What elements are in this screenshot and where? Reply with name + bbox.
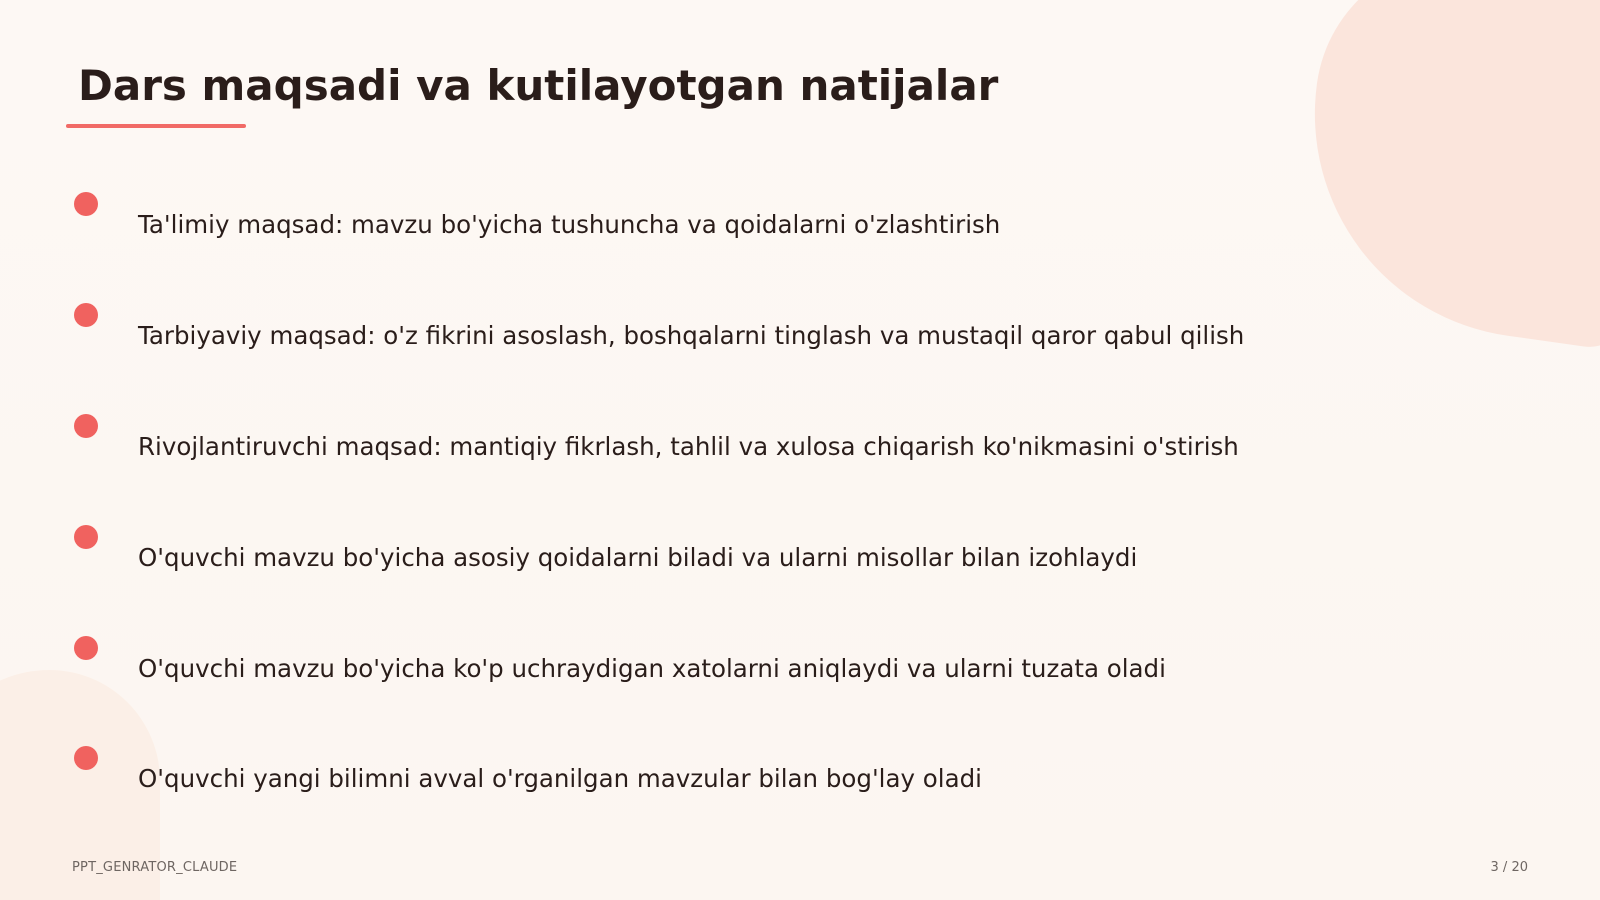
footer-source-label: PPT_GENRATOR_CLAUDE	[72, 860, 238, 875]
bullet-dot-icon	[74, 303, 98, 327]
bullet-dot-icon	[74, 414, 98, 438]
bullet-dot-icon	[74, 746, 98, 770]
list-item-text: O'quvchi mavzu bo'yicha ko'p uchraydigan xatolarni aniqlaydi va ularni tuzata oladi	[138, 654, 1166, 683]
list-item	[74, 636, 1374, 696]
list-item-text: O'quvchi mavzu bo'yicha asosiy qoidalarni biladi va ularni misollar bilan izohlaydi	[138, 543, 1138, 572]
list-item-text: Rivojlantiruvchi maqsad: mantiqiy fikrlash, tahlil va xulosa chiqarish ko'nikmasini o'stirish	[138, 432, 1239, 461]
bullet-dot-icon	[74, 192, 98, 216]
bullet-dot-icon	[74, 525, 98, 549]
page-indicator: 3 / 20	[1490, 860, 1528, 875]
list-item	[74, 192, 1374, 252]
slide-title: Dars maqsadi va kutilayotgan natijalar	[78, 61, 999, 110]
list-item	[74, 525, 1374, 585]
list-item-text: Ta'limiy maqsad: mavzu bo'yicha tushuncha va qoidalarni o'zlashtirish	[138, 210, 1001, 239]
list-item	[74, 746, 1374, 806]
list-item	[74, 414, 1374, 474]
list-item	[74, 303, 1374, 363]
bullet-dot-icon	[74, 636, 98, 660]
list-item-text: O'quvchi yangi bilimni avval o'rganilgan mavzular bilan bog'lay oladi	[138, 764, 982, 793]
list-item-text: Tarbiyaviy maqsad: o'z fikrini asoslash, boshqalarni tinglash va mustaqil qaror qabul qilish	[138, 321, 1245, 350]
